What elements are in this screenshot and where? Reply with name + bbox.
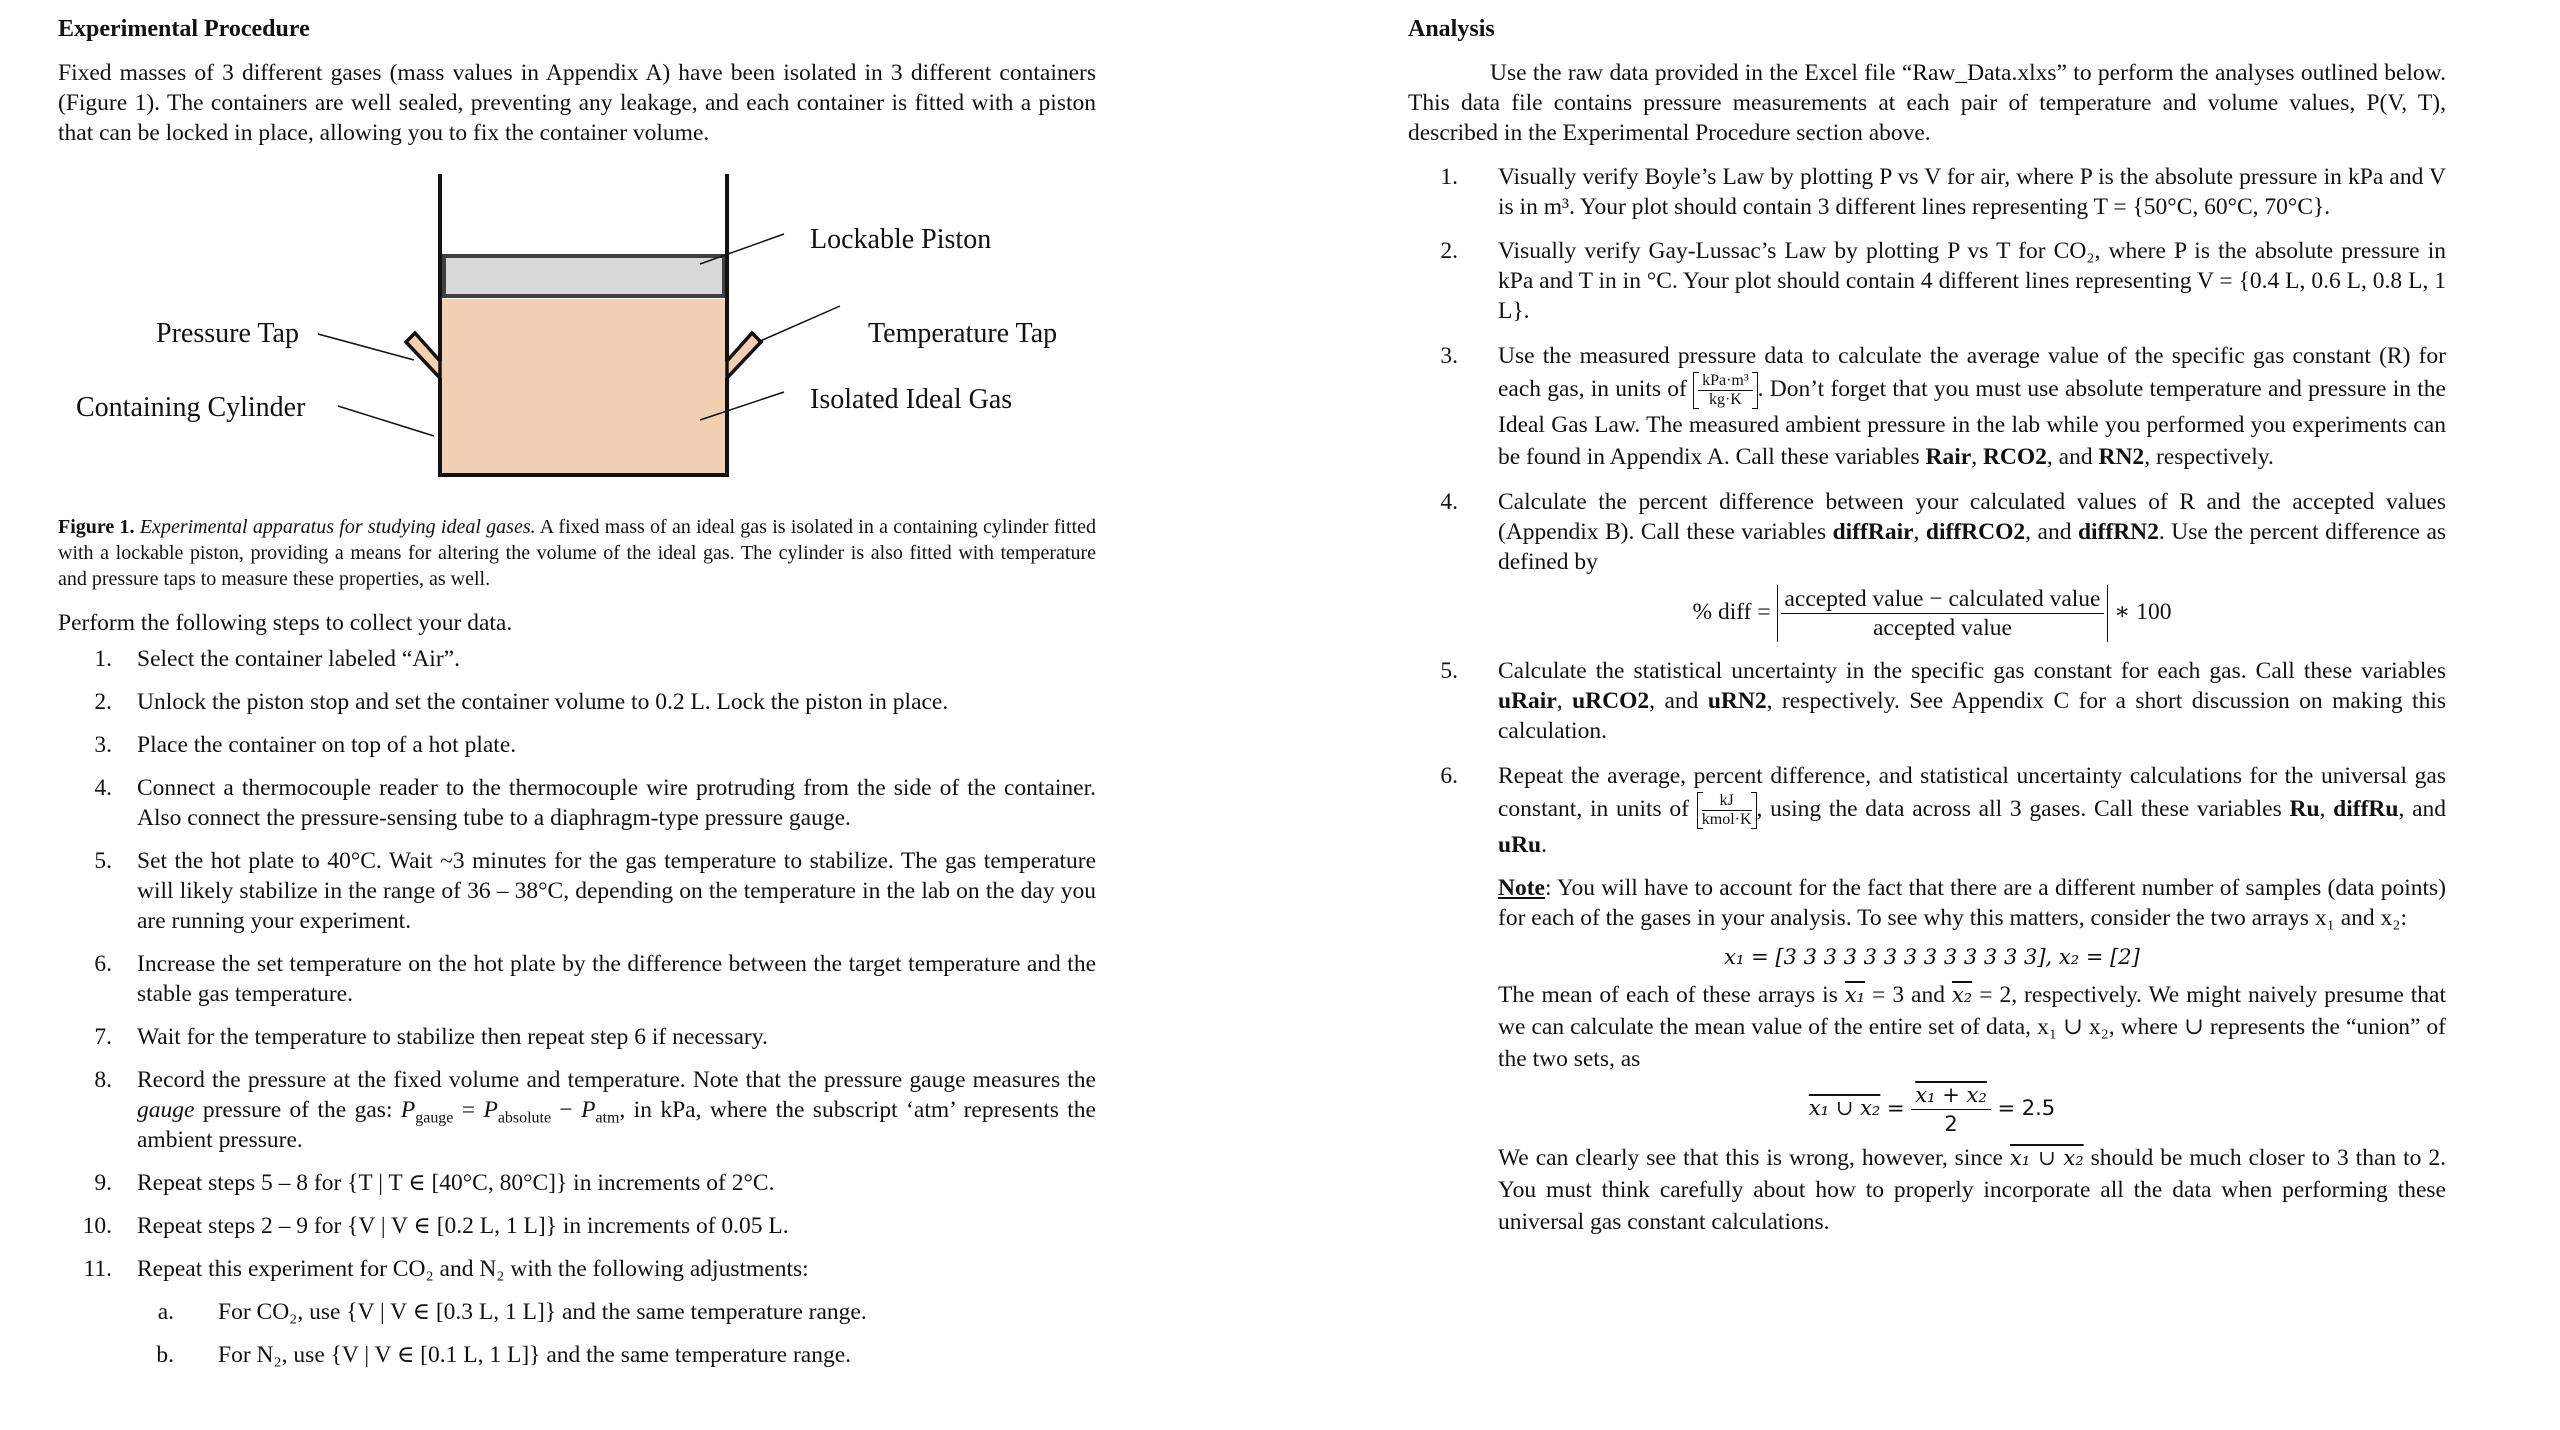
experimental-procedure-section [58,14,1096,1383]
list-item: a. For CO₂, use {V | V ∈ [0.3 L, 1 L]} and the same temperature range. [157,1299,867,1325]
list-item: 1. Select the container labeled “Air”. [94,646,460,672]
pressure-tap-shape [406,333,440,378]
steps-intro: Perform the following steps to collect your data. [58,610,513,636]
intro-paragraph: Use the raw data provided in the Excel file “Raw_Data.xlxs” to perform the analyses outlined below. This data file contains pressure measurements at each pair of temperature and volume values, P(V, T), described in the Experimental Procedure section above. [1408,60,2446,146]
list-item: 11. Repeat this experiment for CO₂ and N₂ with the following adjustments: a. For CO₂, use {V | V ∈ [0.3 L, 1 L]} and the same temperature range. b. For N₂, use {V | V ∈ [0.1 L, 1 L]} and the same temperature range. [58,1254,1096,1370]
units-bracket: $\frac{\text{kPa·m³}}{kg\cdot K}$ [1693,372,1758,409]
percent-diff-equation: % diff = $\frac{\text{accepted value − calculated value}}{\text{accepted value}}$ ∗ 100 [1692,586,2172,641]
list-item: 5. Calculate the statistical uncertainty in the specific gas constant for each gas. Call these variables uRair, uRCO2, and uRN2, respectively. See Appendix C for a short discussion on making this calculation. [1440,658,2446,744]
list-item: 10. Repeat steps 2 – 9 for {V | V ∈ [0.2 L, 1 L]} in increments of 0.05 L. [82,1213,789,1239]
list-item: 6. Increase the set temperature on the hot plate by the difference between the target temperature and the stable gas temperature. [94,951,1096,1007]
sub-steps-list [58,1297,1096,1370]
label-isolated-ideal-gas: Isolated Ideal Gas [810,384,1013,415]
list-item: 1. Visually verify Boyle’s Law by plotting P vs V for air, where P is the absolute pressure in kPa and V is in m³. Your plot should contain 3 different lines representing T = {50°C, 60°C, 70°C}. [1440,164,2446,220]
gas-region [440,299,727,475]
analysis-section [1408,14,2446,1252]
section-heading: Analysis [1408,16,1495,42]
list-item: 9. Repeat steps 5 – 8 for {T | T ∈ [40°C, 80°C]} in increments of 2°C. [94,1170,775,1196]
figure-caption: Figure 1. Experimental apparatus for studying ideal gases. A fixed mass of an ideal gas is isolated in a containing cylinder fitted with a lockable piston, providing a means for altering the volume of the ideal gas. The cylinder is also fitted with temperature and pressure taps to measure these properties, as well. [58,516,1096,590]
conclusion-paragraph: We can clearly see that this is wrong, however, since x₁ ∪ x₂ should be much closer to 3 than to 2. You must think carefully about how to properly incorporate all the data when performing these universal gas constant calculations. [1498,1145,2446,1235]
section-heading: Experimental Procedure [58,16,310,42]
label-lockable-piston: Lockable Piston [810,224,992,255]
list-item: b. For N₂, use {V | V ∈ [0.1 L, 1 L]} and the same temperature range. [156,1342,852,1368]
list-item: 5. Set the hot plate to 40°C. Wait ~3 minutes for the gas temperature to stabilize. The gas temperature will likely stabilize in the range of 36 – 38°C, depending on the temperature in the lab on the day you are running your experiment. [94,848,1096,934]
label-pressure-tap: Pressure Tap [156,318,299,349]
analysis-steps-list [1418,162,2446,1238]
list-item: 4. Connect a thermocouple reader to the thermocouple wire protruding from the side of the container. Also connect the pressure-sensing tube to a diaphragm-type pressure gauge. [94,775,1096,831]
list-item: 4. Calculate the percent difference between your calculated values of R and the accepted values (Appendix B). Call these variables diffRair, diffRCO2, and diffRN2. Use the percent difference as defined by % diff = $\frac{\text{accepted value − calculated value}}{\text{accepted value}}$ ∗ 100 [1418,487,2446,642]
list-item: 7. Wait for the temperature to stabilize then repeat step 6 if necessary. [94,1024,768,1050]
procedure-steps-list [58,644,1096,1370]
mean-paragraph: The mean of each of these arrays is x₁ = 3 and x₂ = 2, respectively. We might naively presume that we can calculate the mean value of the entire set of data, x₁ ∪ x₂, where ∪ represents the “union” of the two sets, as [1498,982,2446,1072]
temperature-tap-shape [727,333,761,378]
list-item: 2. Unlock the piston stop and set the container volume to 0.2 L. Lock the piston in place. [94,689,949,715]
arrays-equation: x₁ = [3 3 3 3 3 3 3 3 3 3 3 3 3], x₂ = [2] [1724,945,2140,969]
list-item: 8. Record the pressure at the fixed volume and temperature. Note that the pressure gauge measures the gauge pressure of the gas: $P_{gauge} = P_{absolute} - P_{atm}$, in kPa, where the subscript ‘atm’ represents the ambient pressure. [94,1067,1096,1153]
note-paragraph: Note: You will have to account for the fact that there are a different number of samples (data points) for each of the gases in your analysis. To see why this matters, consider the two arrays x₁ and x₂: [1498,875,2446,931]
list-item: 3. Place the container on top of a hot plate. [94,732,517,758]
list-item: 3. Use the measured pressure data to calculate the average value of the specific gas constant (R) for each gas, in units of $\frac{\text{kPa·m³}}{kg\cdot K}$ . Don’t forget that you must use absolute temperature and pressure in the Ideal Gas Law. The measured ambient pressure in the lab while you performed you experiments can be found in Appendix A. Call these variables Rair, RCO2, and RN2, respectively. [1440,343,2446,470]
list-item: 6. Repeat the average, percent difference, and statistical uncertainty calculations for the universal gas constant, in units of $\frac{kJ}{\text{kmol·K}}$ , using the data across all 3 gases. Call these variables Ru, diffRu, and uRu. Note: You will have to account for the fact that there are a different number of samples (data points) for each of the gases in your analysis. To see why this matters, consider the two arrays x₁ and x₂: x₁ = [3 3 3 3 3 3 3 3 3 3 3 3 3], x₂ = [2] The mean of each of these arrays is x₁ = 3 and x₂ = 2, respectively. We might naively presume that we can calculate the mean value of the entire set of data, x₁ ∪ x₂, where ∪ represents the “union” of the two sets, as x₁ ∪ x₂ = $\frac{\text{x₁ + x₂}}{2}$ = 2.5 We can clearly see that this is wrong, however, since x₁ ∪ x₂ should be much closer to 3 than to 2. You must think carefully about how to properly incorporate all the data when performing these universal gas constant calculations. [1418,760,2446,1238]
label-containing-cylinder: Containing Cylinder [76,392,306,423]
units-bracket: $\frac{kJ}{\text{kmol·K}}$ [1697,792,1757,829]
piston [444,256,724,296]
list-item: 2. Visually verify Gay-Lussac’s Law by plotting P vs T for CO₂, where P is the absolute pressure in kPa and T in in °C. Your plot should contain 4 different lines representing V = {0.4 L, 0.6 L, 0.8 L, 1 L}. [1440,238,2446,324]
union-mean-equation: x₁ ∪ x₂ = $\frac{\text{x₁ + x₂}}{2}$ = 2.5 [1808,1083,2056,1136]
label-temperature-tap: Temperature Tap [868,318,1058,349]
intro-paragraph: Fixed masses of 3 different gases (mass values in Appendix A) have been isolated in 3 different containers (Figure 1). The containers are well sealed, preventing any leakage, and each container is fitted with a piston that can be locked in place, allowing you to fix the container volume. [58,60,1096,146]
apparatus-figure [58,156,1096,496]
